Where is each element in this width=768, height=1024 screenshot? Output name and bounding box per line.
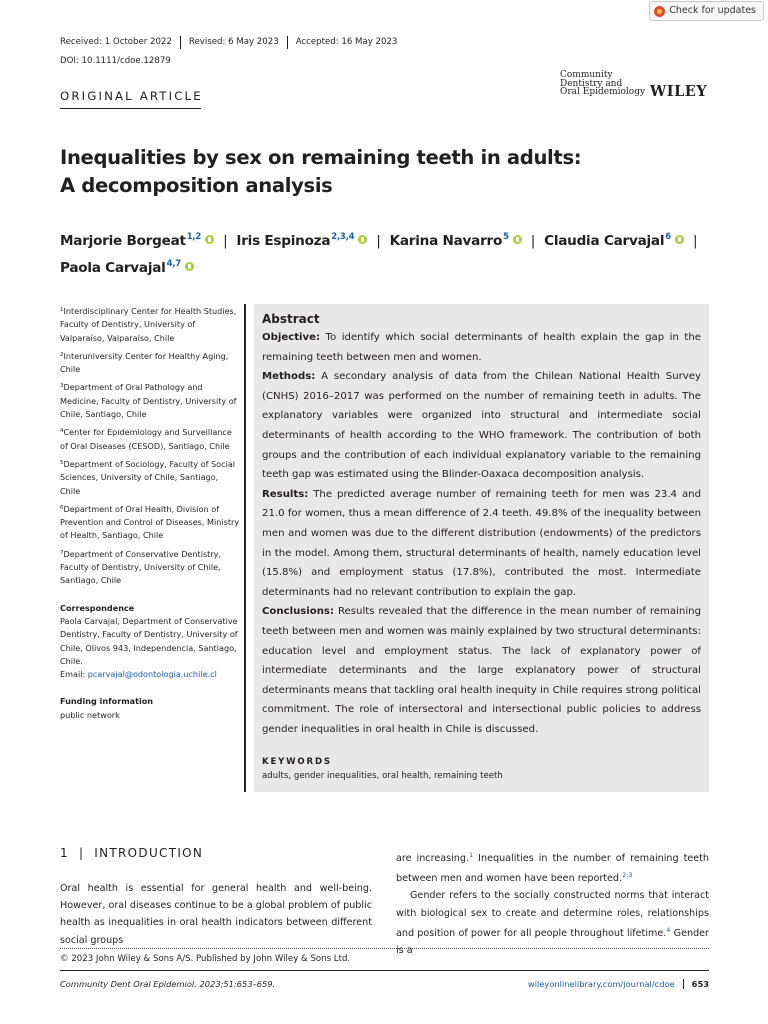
- column-divider: [244, 304, 246, 792]
- keywords-heading: KEYWORDS: [262, 757, 332, 767]
- journal-logo-line-3: Oral Epidemiology: [560, 87, 646, 98]
- received-date: Received: 1 October 2022: [60, 37, 172, 47]
- journal-logo: [560, 71, 645, 97]
- article-type-rule: [60, 108, 201, 109]
- citation-link[interactable]: 1: [468, 851, 474, 859]
- affiliation: $^2$Interuniversity Center for Healthy Aging, Chile: [60, 350, 229, 375]
- email-link[interactable]: pcarvajal@odontologia.uchile.cl: [87, 669, 217, 680]
- orcid-icon[interactable]: [185, 262, 194, 271]
- affiliation: $^7$Department of Conservative Dentistry, Faculty of Dentistry, University of Chile, Santiago, Chile: [60, 548, 222, 586]
- page-number: 653: [683, 979, 709, 989]
- orcid-icon[interactable]: [675, 235, 684, 244]
- author[interactable]: Karina Navarro$^5$: [390, 233, 522, 249]
- journal-logo-line-1: Community: [560, 70, 613, 80]
- orcid-icon[interactable]: [205, 235, 214, 244]
- journal-citation: Community Dent Oral Epidemiol. 2023;51:653–659.: [60, 979, 276, 989]
- orcid-icon[interactable]: [358, 235, 367, 244]
- footer-rule: [60, 970, 709, 971]
- abstract-results: Results: The predicted average number of remaining teeth for men was 23.4 and 21.0 for women, thus a mean difference of 2.4 teeth. 49.8% of the inequality between men and women was due to the different distribution (endowments) of the predictors in the model. Among them, structural determinants of health, namely education level (15.8%) and employment status (17.8%), contributed the most. Intermediate determinants had no relevant contribution to explain the gap.: [262, 488, 701, 598]
- author[interactable]: Marjorie Borgeat$^{1,2}$: [60, 233, 214, 249]
- check-for-updates-button[interactable]: [649, 1, 764, 21]
- intro-column-1: [60, 880, 372, 949]
- revised-date: Revised: 6 May 2023: [180, 36, 287, 49]
- funding-text: public network: [60, 709, 120, 720]
- journal-url-link[interactable]: wileyonlinelibrary.com/journal/cdoe: [527, 979, 675, 989]
- article-type: ORIGINAL ARTICLE: [60, 89, 203, 103]
- abstract-conclusions: Conclusions: Results revealed that the difference in the mean number of remaining teeth between men and women was mainly explained by two structural determinants: education level and employment status. The lack of explanatory power of intermediate determinants and the large explanatory power of structural determinants means that tackling oral health inequity in Chile requires strong political commitment. The role of intersectoral and intersectional public policies to address gender inequalities in oral health in Chile is discussed.: [262, 606, 701, 735]
- article-dates: [60, 36, 405, 49]
- abstract-heading: Abstract: [262, 312, 320, 326]
- funding-heading: Funding information: [60, 696, 154, 707]
- footer-dotted-rule: [60, 948, 709, 949]
- affiliation: $^3$Department of Oral Pathology and Medicine, Faculty of Dentistry, University of Chile, Santiago, Chile: [60, 382, 237, 420]
- abstract-objective: Objective: To identify which social determinants of health explain the gap in the remaining teeth between men and women.: [262, 332, 701, 363]
- abstract-methods: Methods: A secondary analysis of data from the Chilean National Health Survey (CNHS) 2016–2017 was performed on the number of remaining teeth in adults. The explanatory variables were organized into structural and intermediate social determinants of health according to the WHO framework. The contribution of both groups and the contribution of each individual explanatory variable to the remaining teeth gap was estimated using the Blinder-Oaxaca decomposition analysis.: [262, 371, 701, 481]
- crossmark-icon: [654, 6, 665, 17]
- footer-right: [528, 979, 709, 989]
- intro-paragraph: are increasing.$^1$ Inequalities in the number of remaining teeth between men and women have been reported.$^{2,3}$: [396, 851, 709, 885]
- keywords: adults, gender inequalities, oral health, remaining teeth: [262, 771, 503, 781]
- title-line-1: Inequalities by sex on remaining teeth in adults:: [60, 146, 582, 169]
- copyright: © 2023 John Wiley & Sons A/S. Published by John Wiley & Sons Ltd.: [60, 954, 351, 964]
- correspondence-text: Paola Carvajal, Department of Conservative Dentistry, Faculty of Dentistry, University of Chile, Olivos 943, Independencia, Santiago, Chile.: [60, 615, 238, 666]
- abstract-box: [254, 304, 709, 792]
- accepted-date: Accepted: 16 May 2023: [287, 36, 406, 49]
- affiliation: $^5$Department of Sociology, Faculty of Social Sciences, University of Chile, Santiago, Chile: [60, 458, 236, 496]
- author[interactable]: Claudia Carvajal$^6$: [544, 233, 684, 249]
- section-heading-introduction: 1 | INTRODUCTION: [60, 846, 204, 860]
- check-for-updates-label: Check for updates: [669, 5, 756, 16]
- title-line-2: A decomposition analysis: [60, 174, 333, 197]
- citation-link[interactable]: 4: [666, 925, 671, 934]
- affiliation: $^1$Interdisciplinary Center for Health Studies, Faculty of Dentistry, University of Valparaíso, Valparaíso, Chile: [60, 306, 237, 343]
- doi[interactable]: DOI: 10.1111/cdoe.12879: [60, 56, 171, 66]
- article-title: [60, 144, 581, 200]
- journal-logo-line-2: Dentistry and: [560, 78, 623, 89]
- citation-link[interactable]: 2,3: [622, 871, 633, 880]
- author[interactable]: Iris Espinoza$^{2,3,4}$: [236, 233, 367, 249]
- affiliation: $^4$Center for Epidemiology and Surveillance of Oral Diseases (CESOD), Santiago, Chile: [60, 427, 232, 451]
- intro-paragraph: Oral health is essential for general health and well-being. However, oral diseases continue to be a global problem of public health as inequalities in oral health indicators between different social groups: [60, 883, 372, 946]
- intro-paragraph: Gender refers to the socially constructed norms that interact with biological sex to create and determine roles, relationships and position of power for all people throughout lifetime.$^4$ Gender is a: [396, 890, 710, 957]
- affiliation: $^6$Department of Oral Health, Division of Prevention and Control of Diseases, Ministry of Health, Santiago, Chile: [60, 503, 240, 541]
- author-list: Marjorie Borgeat$^{1,2}$ | Iris Espinoza$^{2,3,4}$ | Karina Navarro$^5$ | Claudia Carvajal$^6$ | Paola Carvajal$^{4,7}$: [60, 232, 698, 276]
- affiliations-column: [60, 304, 240, 722]
- publisher-logo: WILEY: [650, 83, 708, 100]
- orcid-icon[interactable]: [513, 235, 522, 244]
- correspondence-heading: Correspondence: [60, 602, 135, 613]
- author[interactable]: Paola Carvajal$^{4,7}$: [60, 260, 194, 276]
- intro-column-2: [396, 847, 709, 959]
- correspondence-email: Email: pcarvajal@odontologia.uchile.cl: [60, 669, 217, 680]
